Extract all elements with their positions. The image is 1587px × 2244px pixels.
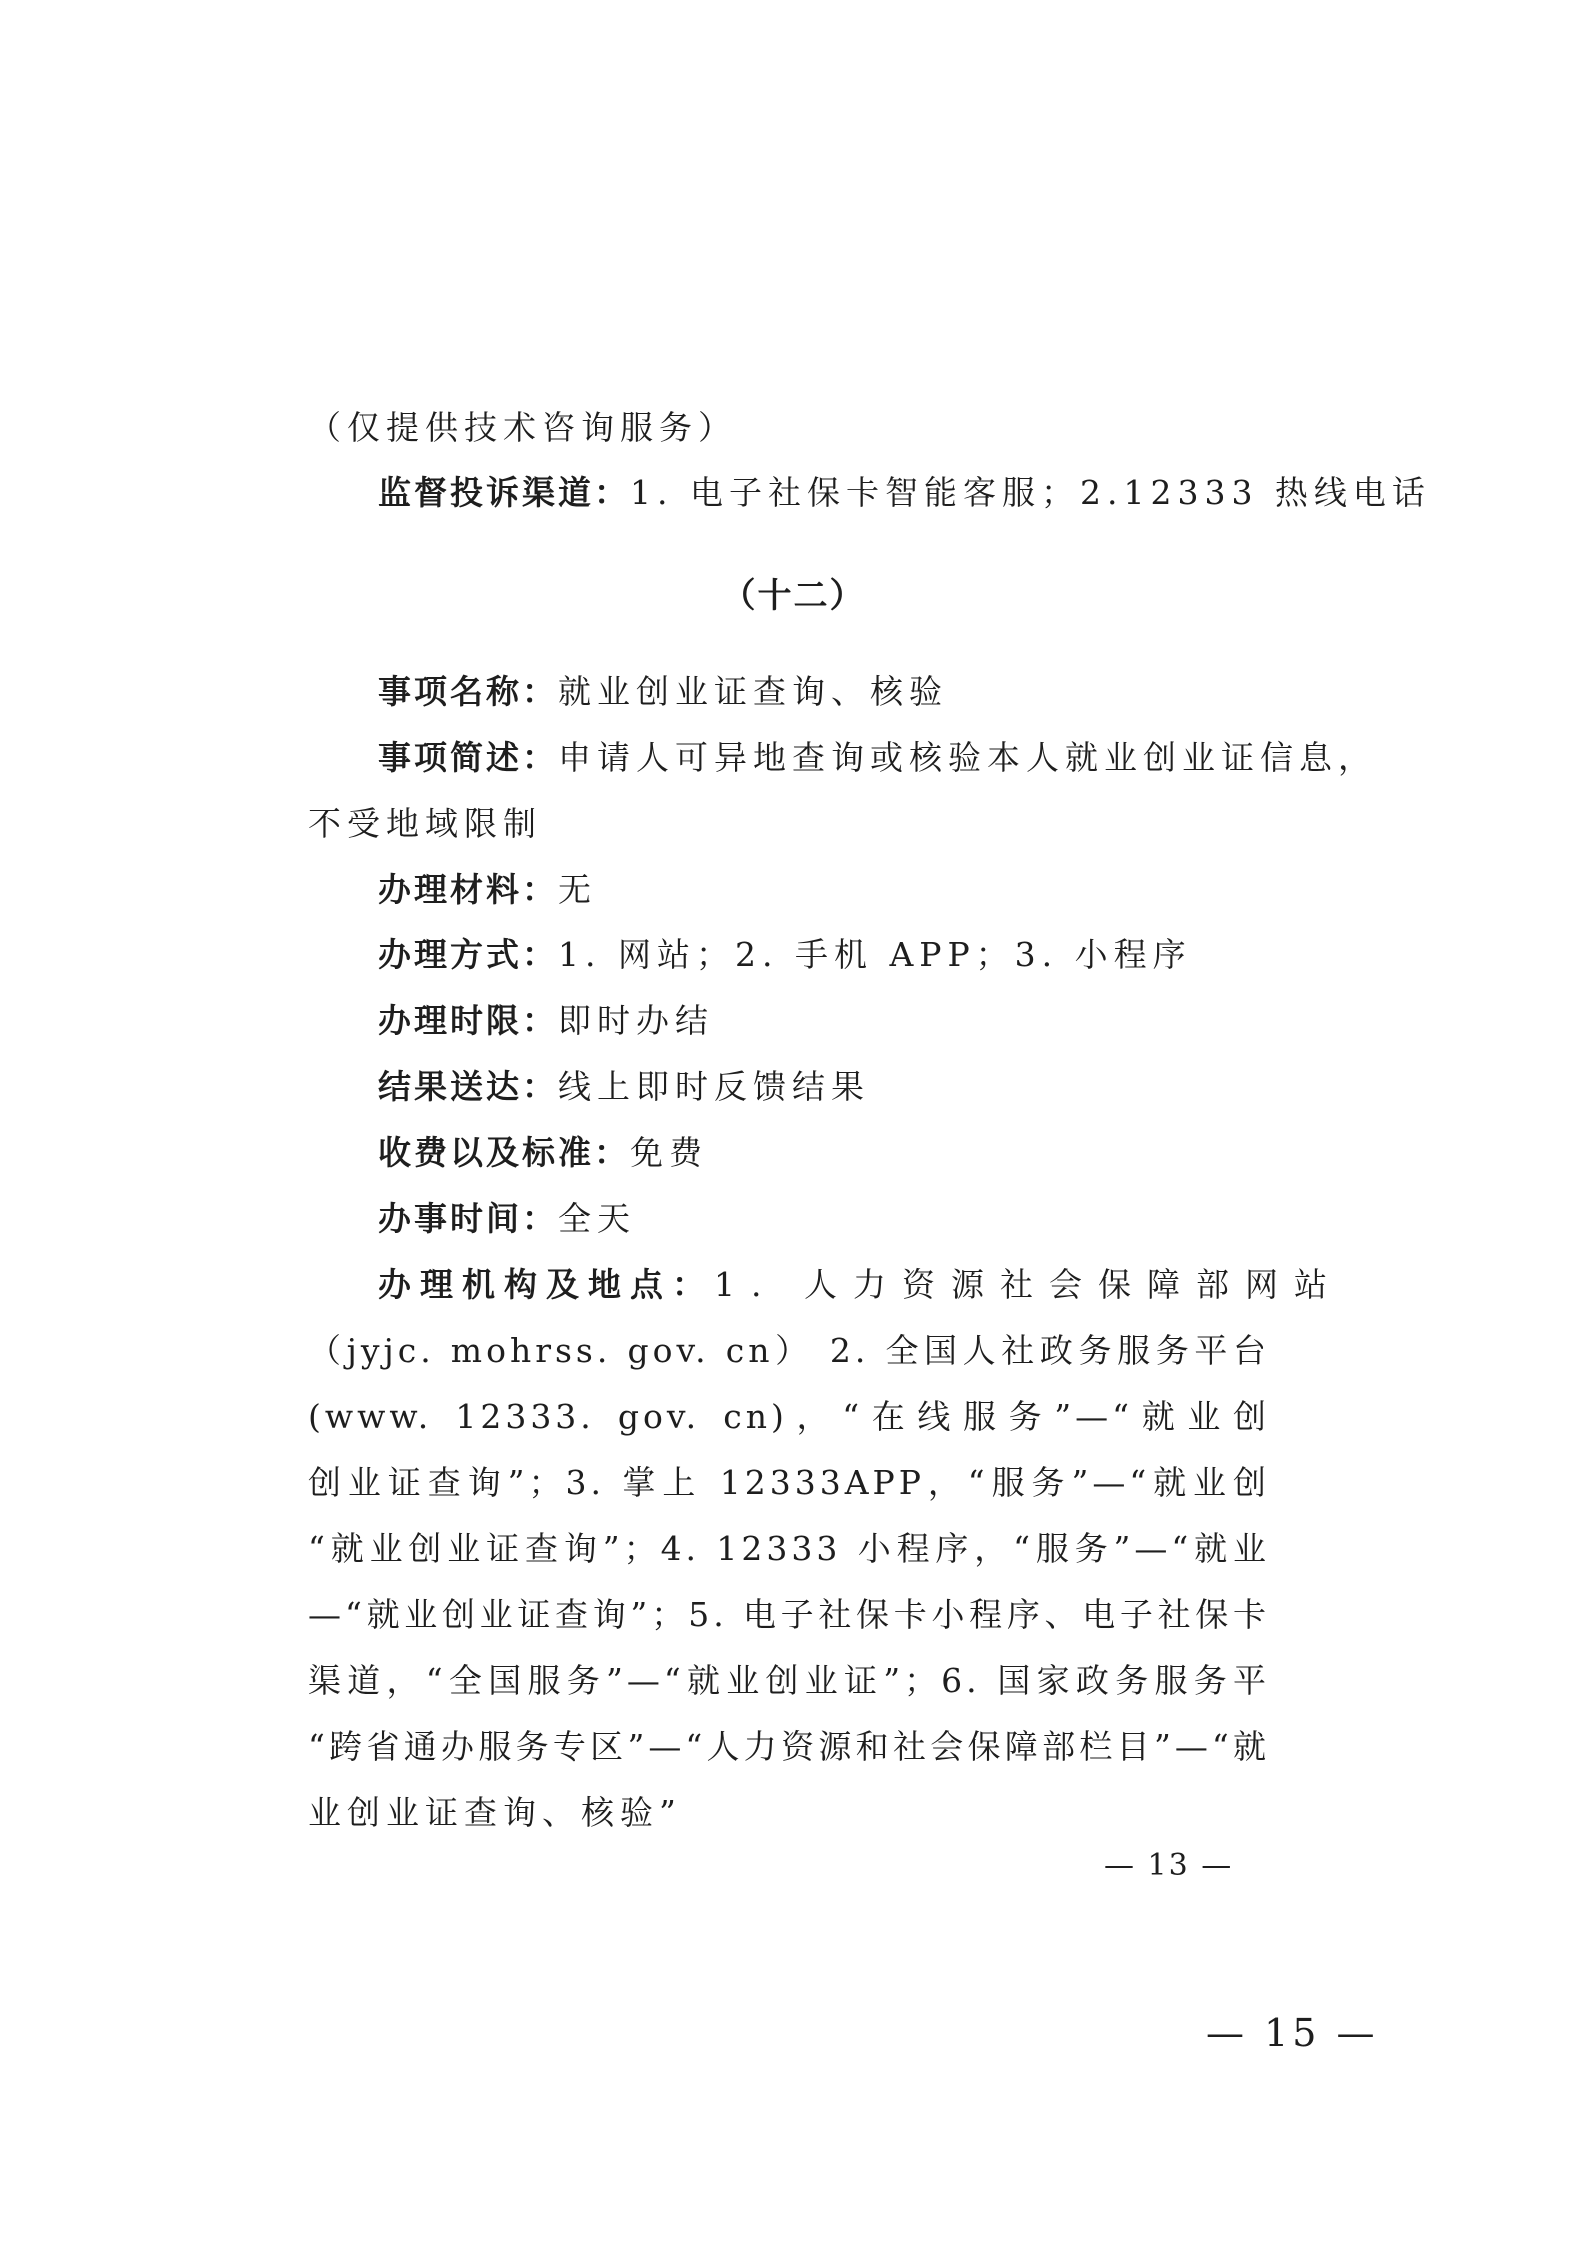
method-line [378, 933, 1192, 977]
item-name-value: 就业创业证查询、核验 [558, 672, 948, 711]
org-line-2: （jyjc. mohrss. gov. cn） 2. 全国人社政务服务平台 [308, 1331, 1270, 1370]
material-label: 办理材料： [378, 870, 558, 909]
hours-value: 全天 [558, 1199, 636, 1238]
method-value: 1. 网站；2. 手机 APP；3. 小程序 [558, 935, 1192, 974]
outer-page-number: — 15 — [1206, 2011, 1379, 2055]
method-label: 办理方式： [378, 935, 558, 974]
timelimit-label: 办理时限： [378, 1001, 558, 1040]
org-line-5: “就业创业证查询”；4. 12333 小程序，“服务”—“就业 [308, 1529, 1270, 1568]
hours-line [378, 1197, 636, 1241]
item-desc-line-2: 不受地域限制 [308, 804, 542, 843]
delivery-line [378, 1065, 870, 1109]
material-line [378, 868, 597, 912]
supervise-label: 监督投诉渠道： [378, 473, 630, 512]
org-line-1 [378, 1263, 1343, 1307]
org-line-3: (www. 12333. gov. cn)，“在线服务”—“就业创 [308, 1397, 1270, 1436]
hours-label: 办事时间： [378, 1199, 558, 1238]
org-line-8: “跨省通办服务专区”—“人力资源和社会保障部栏目”—“就 [308, 1727, 1270, 1766]
timelimit-value: 即时办结 [558, 1001, 714, 1040]
item-desc-line [378, 736, 1377, 780]
org-line-9: 业创业证查询、核验” [308, 1793, 682, 1832]
org-line-4: 创业证查询”；3. 掌上 12333APP，“服务”—“就业创 [308, 1463, 1270, 1502]
fee-label: 收费以及标准： [378, 1133, 630, 1172]
item-desc-label: 事项简述： [378, 738, 558, 777]
org-line-6: —“就业创业证查询”；5. 电子社保卡小程序、电子社保卡 [308, 1595, 1270, 1634]
org-label: 办理机构及地点： [378, 1265, 714, 1304]
timelimit-line [378, 999, 714, 1043]
delivery-label: 结果送达： [378, 1067, 558, 1106]
supervise-value: 1. 电子社保卡智能客服；2.12333 热线电话 [630, 473, 1431, 512]
fee-line [378, 1131, 708, 1175]
item-name-label: 事项名称： [378, 672, 558, 711]
org-value: 1. 人力资源社会保障部网站 [714, 1265, 1343, 1304]
delivery-value: 线上即时反馈结果 [558, 1067, 870, 1106]
item-name-line [378, 670, 948, 714]
material-value: 无 [558, 870, 597, 909]
consult-note: （仅提供技术咨询服务） [308, 408, 737, 447]
org-line-7: 渠道，“全国服务”—“就业创业证”；6. 国家政务服务平 [308, 1661, 1270, 1700]
fee-value: 免费 [630, 1133, 708, 1172]
item-desc-value: 申请人可异地查询或核验本人就业创业证信息， [558, 738, 1377, 777]
inner-page-number: — 13 — [1104, 1848, 1234, 1883]
section-heading: （十二） [721, 576, 866, 616]
supervise-line [378, 471, 1431, 515]
